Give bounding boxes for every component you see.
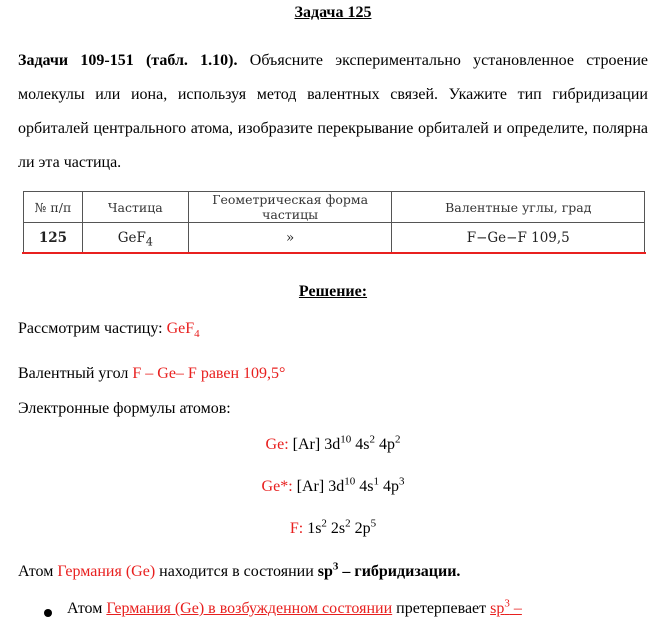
task-description [18,44,648,180]
task-range-label: Задачи 109-151 (табл. 1.10). [18,52,238,69]
column-header-angles: Валентные углы, град [392,192,645,223]
task-text: Объясните экспериментально установленное строение молекулы или иона, используя метод валентных связей. Укажите тип гибридизации орбиталей центрального атома, изобразите перекрывание орбиталей и определите, полярна ли эта частица. [18,52,649,171]
column-header-particle: Частица [82,192,188,223]
table-header-row [24,192,645,223]
table-row [24,223,645,253]
cell-number: 125 [24,223,83,253]
column-header-number: № п/п [24,192,83,223]
column-header-shape: Геометрическая форма частицы [188,192,392,223]
angle-value: F – Ge– F равен 109,5° [132,365,286,382]
atom-name: Германия (Ge) [57,563,156,580]
solution-heading: Решение: [298,283,368,300]
consider-line: Рассмотрим частицу: GeF$_4$ [18,320,200,341]
ge-excited-formula: Ge*: [Ar] $3d^{10}$ $4s^1$ $4p^3$ [261,475,405,495]
cell-shape: » [188,223,392,253]
ge-formula: Ge: [Ar] $3d^{10}$ $4s^2$ $4p^2$ [265,433,401,453]
cell-angles: F−Ge−F 109,5 [392,223,645,253]
bullet-item: Атом Германия (Ge) в возбужденном состоянии претерпевает $sp^3$ – [67,597,522,617]
cell-particle: GeF$_4$ [82,223,188,253]
table-underline [22,252,646,254]
electron-formulas-heading: Электронные формулы атомов: [18,400,231,417]
particle-formula: GeF$_4$ [166,320,200,341]
f-formula: F: $1s^2$ $2s^2$ $2p^5$ [289,517,377,537]
task-table [23,191,645,253]
bullet-icon [44,609,52,617]
task-title: Задача 125 [294,4,372,21]
hybridization-line: Атом Германия (Ge) находится в состоянии $sp^3$ – гибридизации. [18,560,461,580]
excited-atom-name: Германия (Ge) в возбужденном состоянии [106,600,393,617]
angle-line: Валентный угол F – Ge– F равен 109,5° [18,365,286,382]
